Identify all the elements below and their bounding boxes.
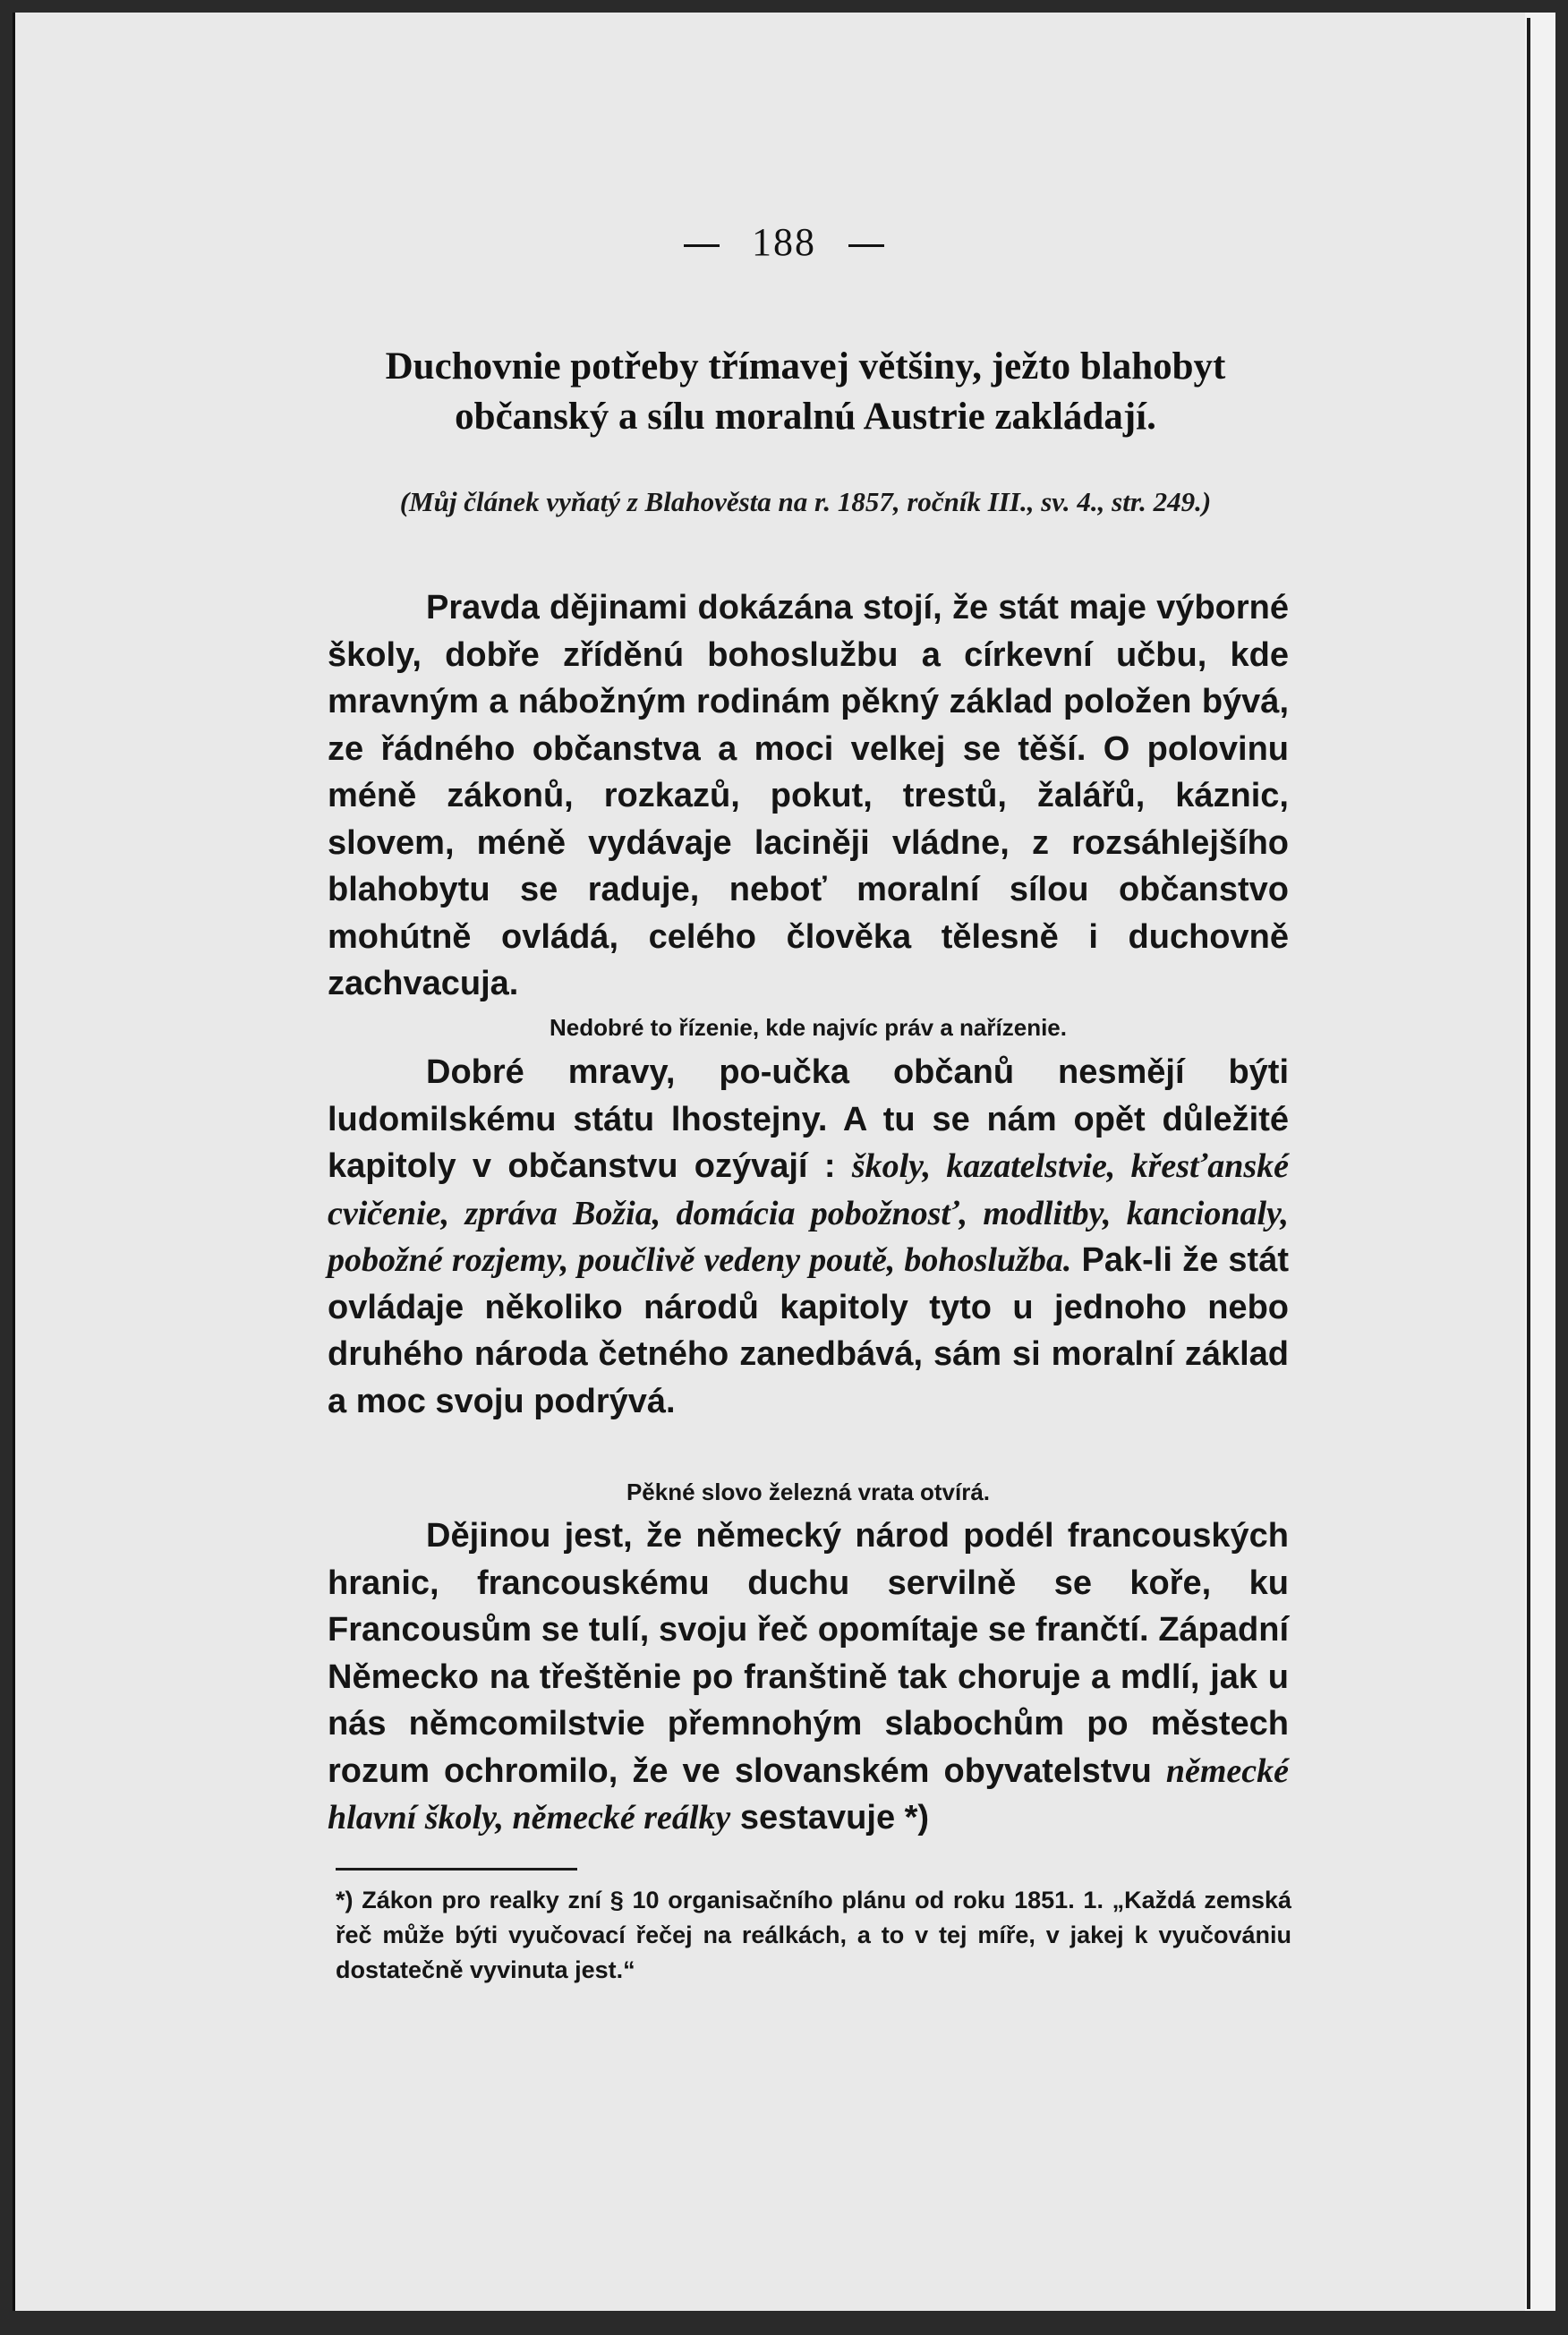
paragraph-3-text [328,1513,1289,1842]
paragraph-2-tail: Pak-li že stát ovládaje několiko národů kapitoly tyto u jednoho nebo druhého národa četného zanedbává, sám si moralní základ a moc svoju podrývá. [328,1241,1289,1420]
paragraph-2-emphasis: školy, kazatelstvie, křesťanské cvičenie, zpráva Božia, domácia pobožnosť, modlitby, kancionaly, pobožné rozjemy, poučlivě vedeny poutě, bohoslužba. [328,1147,1290,1279]
page-number [0,219,1568,265]
paragraph-2 [328,1049,1289,1425]
proverb-2: Pěkné slovo železná vrata otvírá. [626,1479,991,1505]
proverb-1: Nedobré to řízenie, kde najvíc práv a nařízenie. [550,1014,1067,1041]
paragraph-3-emphasis: německé hlavní školy, německé reálky [328,1751,1290,1836]
footnote-rule [336,1868,577,1871]
paragraph-2-text [328,1049,1289,1425]
page-number-dash-left [684,244,720,247]
paragraph-1 [328,584,1289,1008]
paragraph-3-lead: Dějinou jest, že německý národ podél francouských hranic, francouskému duchu servilně se koře, ku Francousům se tulí, svoju řeč opomítaje se frančtí. Západní Německo na třeštěnie po franštině tak choruje a mdlí, jak u nás němcomilstvie přemnohým slabochům po městech rozum ochromilo, že ve slovanském obyvatelstvu [328,1517,1289,1790]
paragraph-1-text: Pravda dějinami dokázána stojí, že stát maje výborné školy, dobře zříděnú bohoslužbu a církevní učbu, kde mravným a nábožným rodinám pěkný základ položen bývá, ze řádného občanstva a moci velkej se těší. O polovinu méně zákonů, rozkazů, pokut, trestů, žalářů, káznic, slovem, méně vydávaje laciněji vládne, z rozsáhlejšího blahobytu se raduje, neboť moralní sílou občanstvo mohútně ovládá, celého člověka tělesně i duchovně zachvacuja. [328,589,1289,1002]
paragraph-3-tail: sestavuje *) [739,1799,930,1836]
page-number-text: 188 [752,220,816,264]
page-gutter-line [1527,18,1530,2309]
page-number-dash-right [848,244,884,247]
article-source: (Můj článek vyňatý z Blahověsta na r. 1857, ročník III., sv. 4., str. 249.) [399,486,1212,517]
paragraph-2-lead: Dobré mravy, po-učka občanů nesmějí býti ludomilskému státu lhostejny. A tu se nám opět důležité kapitoly v občanstvu ozývají : [328,1053,1289,1185]
paragraph-3 [328,1513,1289,1842]
footnote: *) Zákon pro realky zní § 10 organisačního plánu od roku 1851. 1. „Každá zemská řeč může býti vyučovací řečej na reálkách, a to v tej míře, v jakej k vyučovániu dostatečně vyvinuta jest.“ [336,1887,1291,1983]
article-title: Duchovnie potřeby třímavej většiny, ježto blahobyt občanský a sílu moralnú Austrie zakládají. [385,345,1226,438]
